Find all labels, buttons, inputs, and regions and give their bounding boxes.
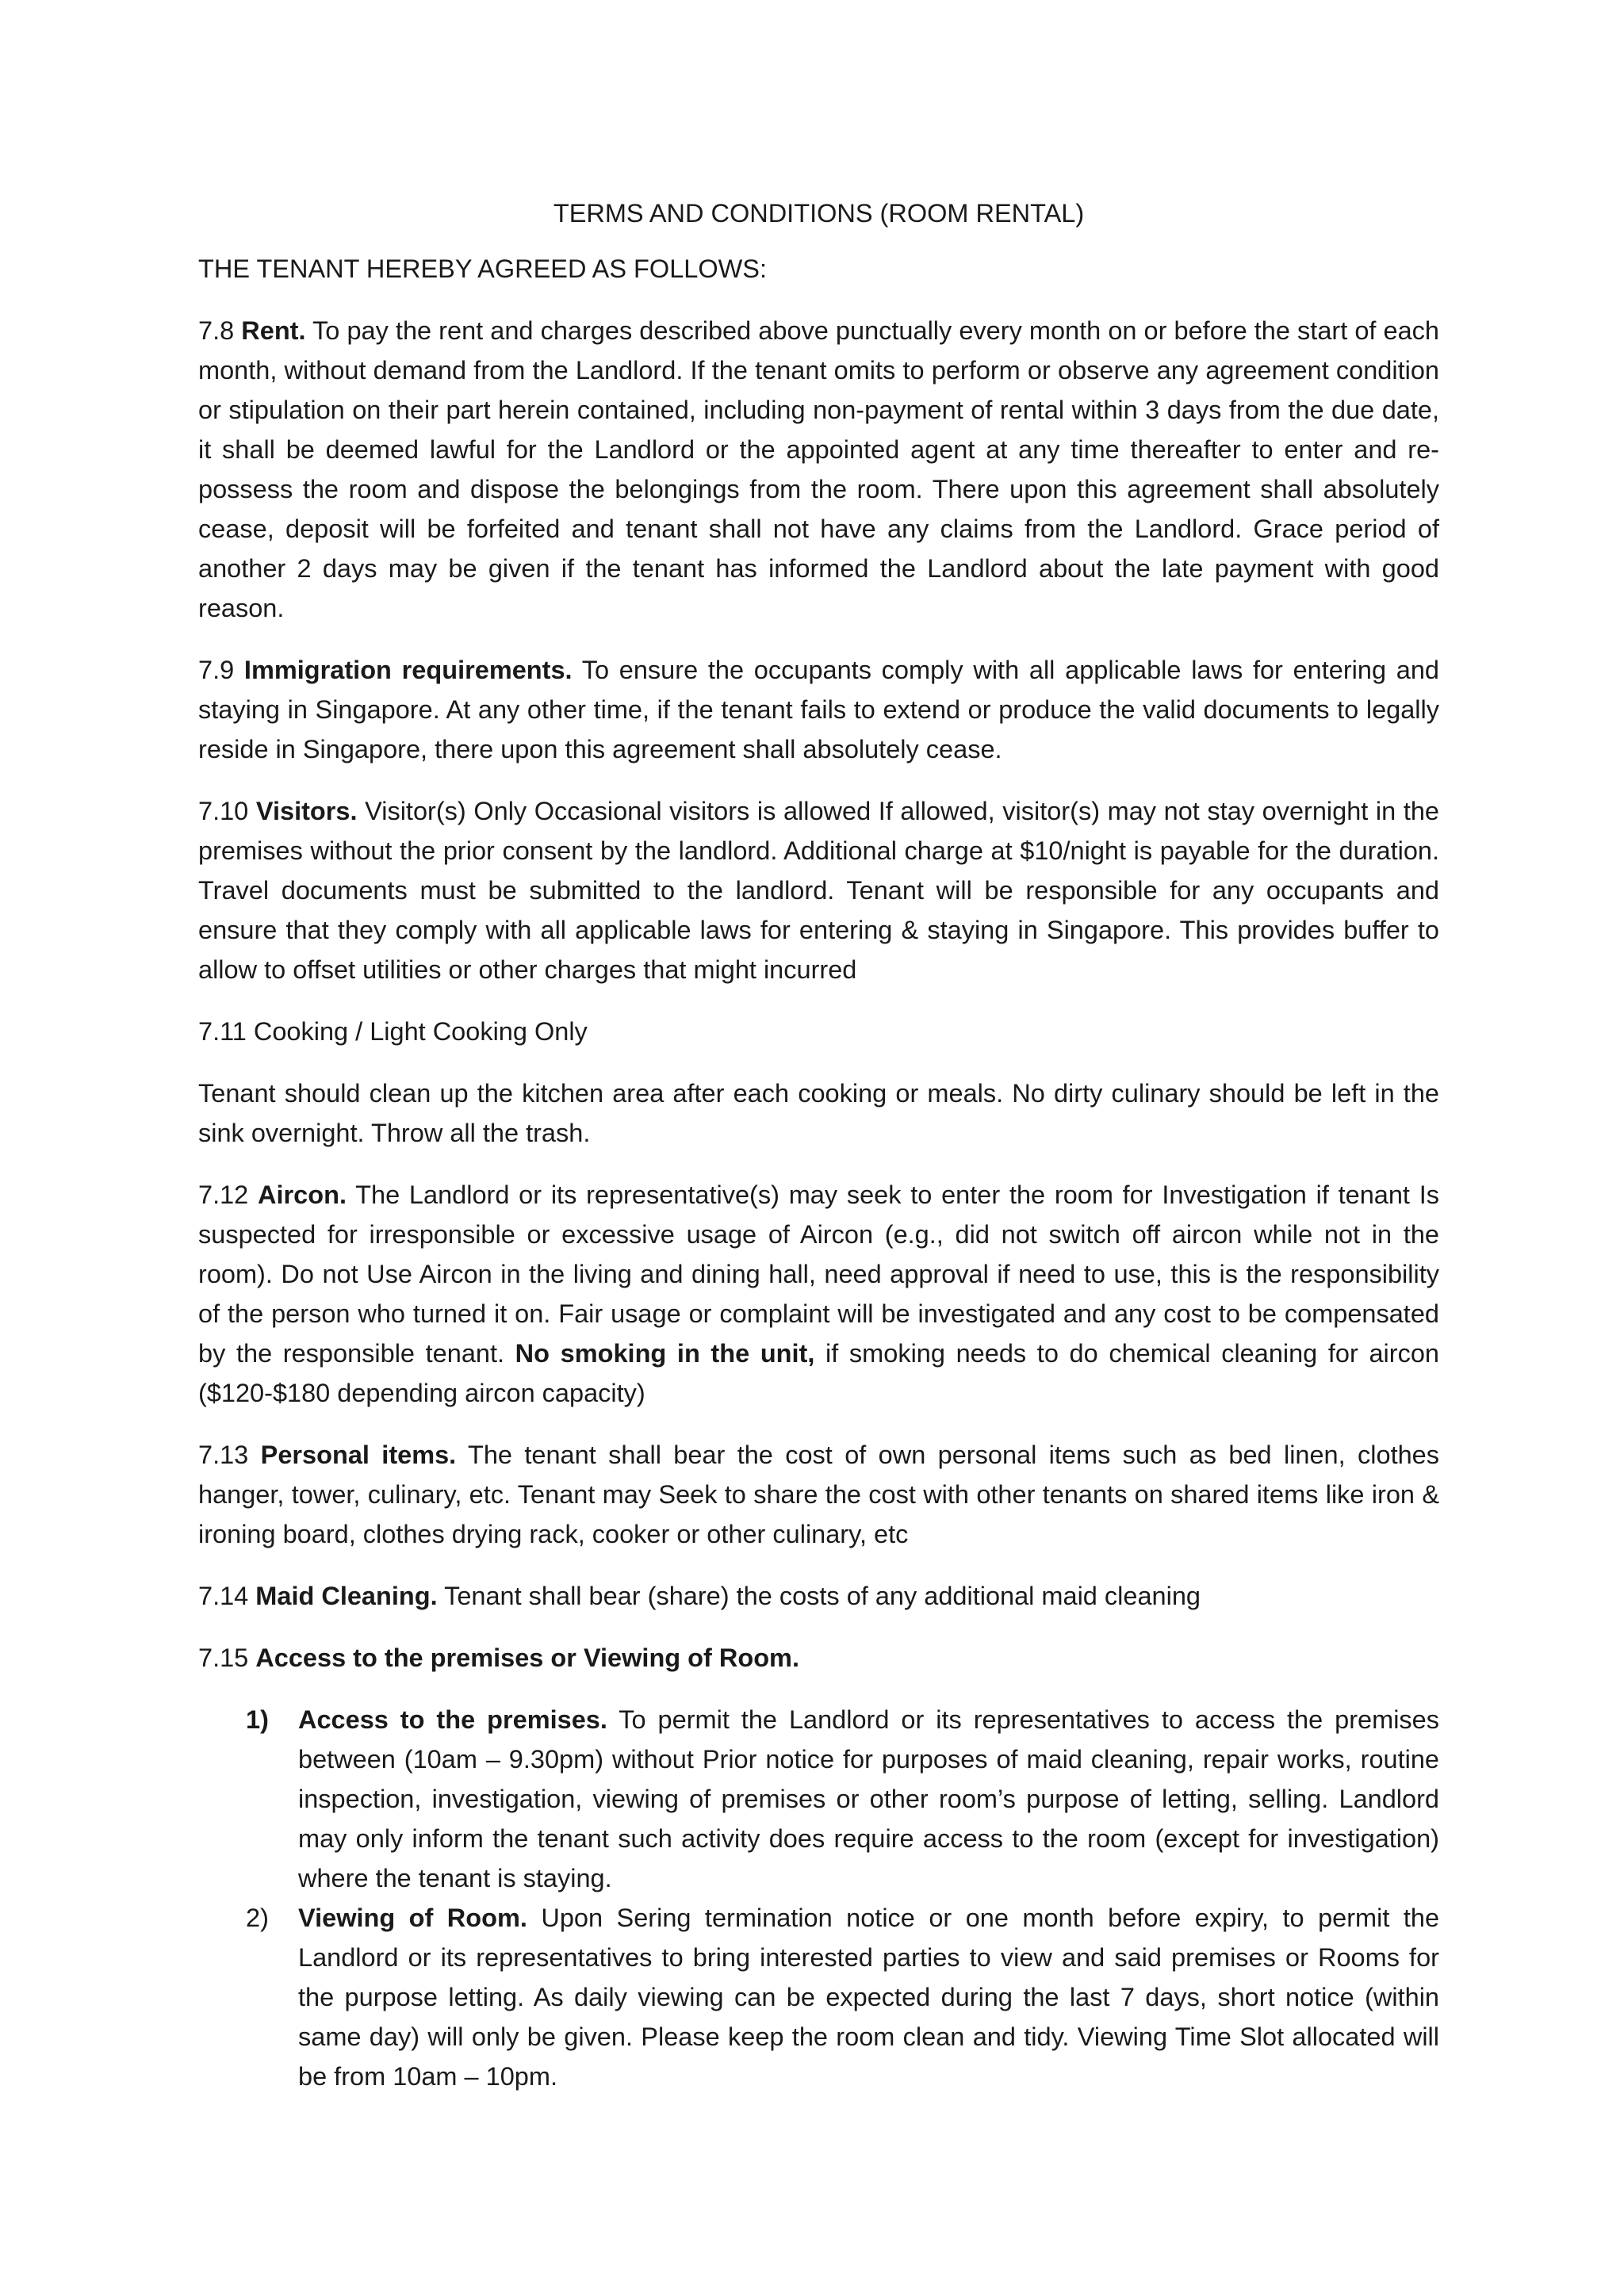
clause-access-heading-line [198, 1638, 1439, 1678]
list-item-text: Upon Sering termination notice or one month before expiry, to permit the Landlord or its representatives to bring interested parties to view and said premises or Rooms for the purpose letting. As daily viewing can be expected during the last 7 days, short notice (within same day) will only be given. Please keep the room clean and tidy. Viewing Time Slot allocated will be from 10am – 10pm. [298, 1904, 1440, 2091]
clause-immigration [198, 650, 1439, 769]
clause-number: 7.9 [198, 656, 235, 684]
clause-personal-items [198, 1435, 1439, 1554]
no-smoking-notice: No smoking in the unit, [515, 1339, 815, 1368]
clause-visitors [198, 791, 1439, 989]
clause-heading: Rent. [241, 316, 306, 345]
list-item-viewing [198, 1898, 1439, 2096]
access-sub-items [198, 1700, 1439, 2096]
clause-number: 7.14 [198, 1582, 249, 1610]
clause-number: 7.13 [198, 1441, 249, 1469]
list-item-body [298, 1700, 1439, 1898]
clause-cooking-text: Tenant should clean up the kitchen area after each cooking or meals. No dirty culinary should be left in the sink overnight. Throw all the trash. [198, 1079, 1439, 1147]
clause-number: 7.15 [198, 1644, 249, 1672]
list-item-body [298, 1898, 1439, 2096]
clause-heading: Access to the premises or Viewing of Room. [255, 1644, 799, 1672]
document-page [198, 193, 1439, 2096]
list-item-text: To permit the Landlord or its representatives to access the premises between (10am – 9.30pm) without Prior notice for purposes of maid cleaning, repair works, routine inspection, investigation, viewing of premises or other room’s purpose of letting, selling. Landlord may only inform the tenant such activity does require access to the room (except for investigation) where the tenant is staying. [298, 1705, 1439, 1892]
clause-text: Tenant shall bear (share) the costs of any additional maid cleaning [444, 1582, 1201, 1610]
clause-cooking-title: 7.11 Cooking / Light Cooking Only [198, 1017, 588, 1046]
clause-text: The Landlord or its representative(s) may seek to enter the room for Investigation if tenant Is suspected for irresponsible or excessive usage of Aircon (e.g., did not switch off aircon while not in the room). Do not Use Aircon in the living and dining hall, need approval if need to use, this is the responsibility of the person who turned it on. Fair usage or complaint will be investigated and any cost to be compensated by the responsible tenant. [198, 1181, 1439, 1368]
list-item-heading: Access to the premises. [298, 1705, 607, 1734]
clause-heading: Personal items. [260, 1441, 457, 1469]
document-title: TERMS AND CONDITIONS (ROOM RENTAL) [553, 199, 1085, 228]
clause-text-continued: if smoking needs to do chemical cleaning for aircon ($120-$180 depending aircon capacity) [198, 1339, 1439, 1407]
clause-number: 7.8 [198, 316, 235, 345]
clause-rent [198, 311, 1439, 628]
clause-maid-cleaning [198, 1576, 1439, 1616]
list-item-number: 1) [246, 1705, 269, 1734]
clause-text: To ensure the occupants comply with all applicable laws for entering and staying in Singapore. At any other time, if the tenant fails to extend or produce the valid documents to legally reside in Singapore, there upon this agreement shall absolutely cease. [198, 656, 1440, 763]
clause-number: 7.12 [198, 1181, 249, 1209]
clause-heading: Visitors. [255, 797, 358, 825]
clause-text: The tenant shall bear the cost of own personal items such as bed linen, clothes hanger, tower, culinary, etc. Tenant may Seek to share the cost with other tenants on shared items like iron & ironing board, clothes drying rack, cooker or other culinary, etc [198, 1441, 1440, 1548]
clause-text: Visitor(s) Only Occasional visitors is allowed If allowed, visitor(s) may not stay overnight in the premises without the prior consent by the landlord. Additional charge at $10/night is payable for the duration. Travel documents must be submitted to the landlord. Tenant will be responsible for any occupants and ensure that they comply with all applicable laws for entering & staying in Singapore. This provides buffer to allow to offset utilities or other charges that might incurred [198, 797, 1439, 984]
list-item-number: 2) [246, 1904, 269, 1932]
clause-aircon [198, 1175, 1439, 1413]
clause-heading: Immigration requirements. [243, 656, 573, 684]
clause-heading: Aircon. [258, 1181, 347, 1209]
clause-number: 7.10 [198, 797, 249, 825]
clause-text: To pay the rent and charges described above punctually every month on or before the start of each month, without demand from the Landlord. If the tenant omits to perform or observe any agreement condition or stipulation on their part herein contained, including non-payment of rental within 3 days from the due date, it shall be deemed lawful for the Landlord or the appointed agent at any time thereafter to enter and re-possess the room and dispose the belongings from the room. There upon this agreement shall absolutely cease, deposit will be forfeited and tenant shall not have any claims from the Landlord. Grace period of another 2 days may be given if the tenant has informed the Landlord about the late payment with good reason. [198, 316, 1439, 622]
list-item-heading: Viewing of Room. [298, 1904, 527, 1932]
intro-line: THE TENANT HEREBY AGREED AS FOLLOWS: [198, 254, 767, 283]
list-item-access [198, 1700, 1439, 1898]
clause-heading: Maid Cleaning. [255, 1582, 438, 1610]
